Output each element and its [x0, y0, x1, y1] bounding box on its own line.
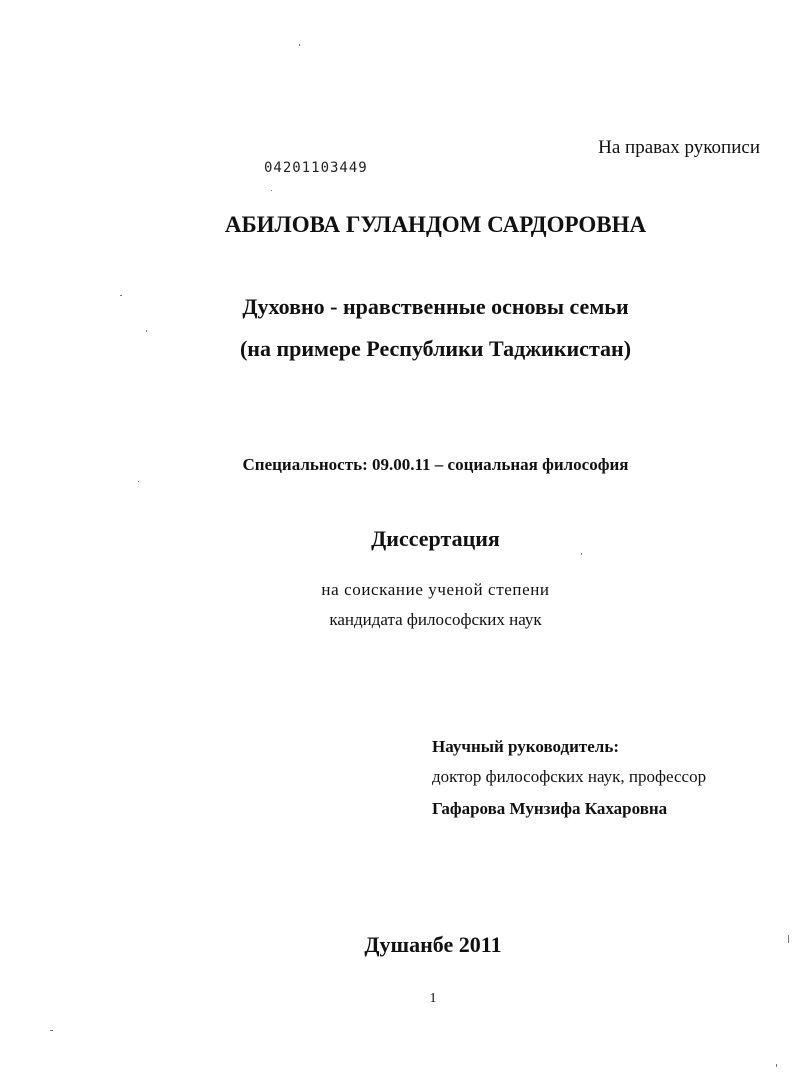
scan-speck — [788, 935, 789, 943]
scan-speck — [138, 481, 139, 482]
supervisor-name: Гафарова Мунзифа Кахаровна — [432, 799, 668, 818]
degree-line-2: кандидата философских наук — [329, 610, 542, 629]
supervisor-credentials: доктор философских наук, профессор — [432, 767, 707, 786]
archive-code: 04201103449 — [264, 160, 368, 176]
author-name: АБИЛОВА ГУЛАНДОМ САРДОРОВНА — [224, 212, 647, 237]
page-number: 1 — [429, 991, 437, 1006]
supervisor-label: Научный руководитель: — [432, 737, 619, 756]
scan-speck — [271, 190, 272, 191]
specialty: Специальность: 09.00.11 – социальная философия — [242, 455, 629, 474]
scan-speck — [120, 295, 122, 296]
dissertation-title-line-2: (на примере Республики Таджикистан) — [239, 336, 632, 361]
degree-line-1: на соискание ученой степени — [321, 580, 550, 599]
place-year: Душанбе 2011 — [364, 932, 502, 957]
scan-speck — [146, 330, 147, 332]
scan-speck — [299, 44, 300, 46]
dissertation-title-line-1: Духовно - нравственные основы семьи — [242, 294, 629, 319]
document-type: Диссертация — [371, 526, 500, 551]
scan-speck — [776, 1064, 777, 1067]
scan-speck — [50, 1030, 53, 1031]
scan-speck — [581, 553, 582, 555]
rights-note: На правах рукописи — [598, 137, 760, 158]
